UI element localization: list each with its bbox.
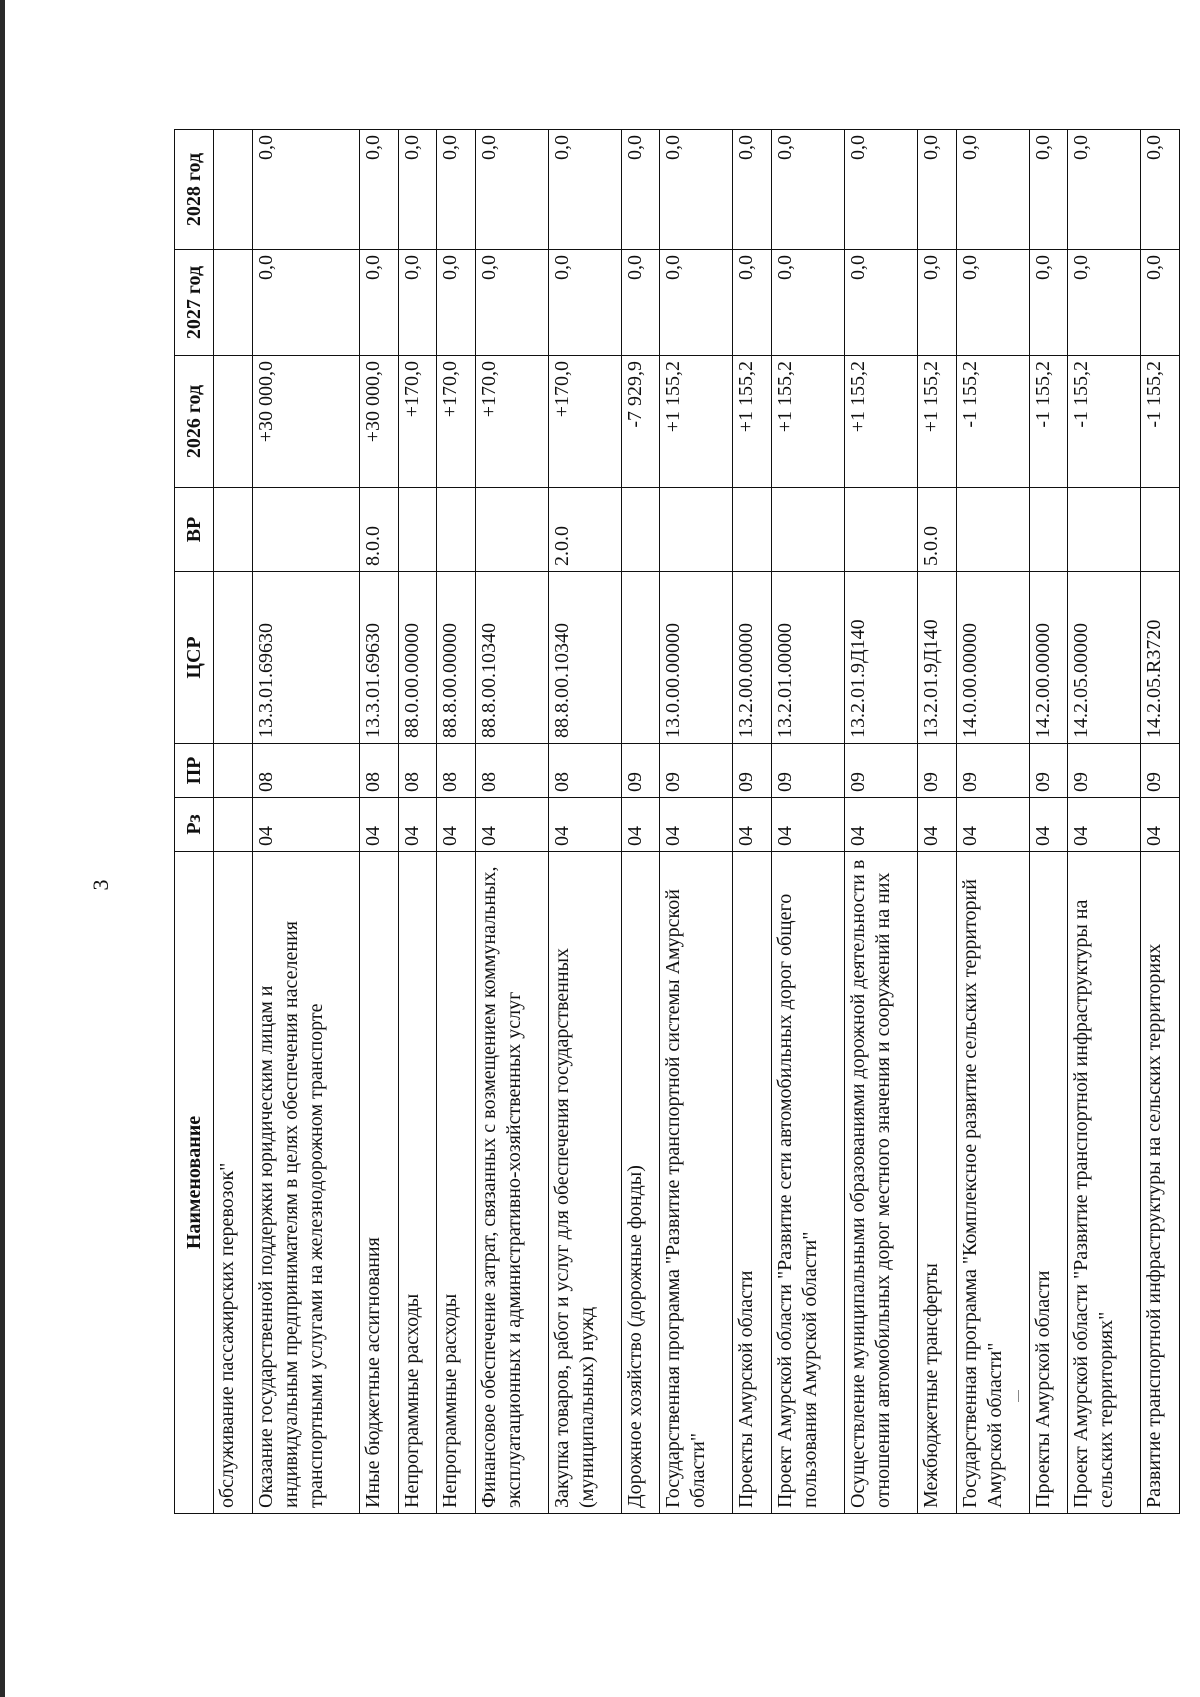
cell-name: Государственная программа "Комплексное развитие сельских территорий Амурской области" [956, 852, 1029, 1514]
cell-pr: 09 [845, 744, 918, 798]
cell-rz: 04 [918, 798, 957, 852]
cell-rz: 04 [252, 798, 359, 852]
cell-name: Государственная программа "Развитие транспортной системы Амурской области" [660, 852, 733, 1514]
cell-2026: +170,0 [437, 356, 476, 488]
cell-rz [214, 798, 253, 852]
cell-2028: 0,0 [918, 130, 957, 250]
table-row [845, 130, 918, 1514]
cell-pr: 09 [733, 744, 772, 798]
cell-2026: -1 155,2 [1029, 356, 1068, 488]
cell-vr [1029, 488, 1068, 572]
cell-vr: 2.0.0 [548, 488, 621, 572]
cell-2028: 0,0 [621, 130, 660, 250]
cell-2028: 0,0 [360, 130, 399, 250]
cell-2026: +170,0 [398, 356, 437, 488]
cell-csr: 88.8.00.10340 [475, 572, 548, 744]
cell-csr: 13.3.01.69630 [360, 572, 399, 744]
cell-rz: 04 [772, 798, 845, 852]
rotated-table-container [174, 130, 1180, 1514]
cell-rz: 04 [360, 798, 399, 852]
cell-2028: 0,0 [548, 130, 621, 250]
pen-mark [1018, 1390, 1023, 1402]
cell-pr: 08 [548, 744, 621, 798]
cell-name: Непрограммные расходы [437, 852, 476, 1514]
cell-pr: 09 [621, 744, 660, 798]
table-row [918, 130, 957, 1514]
cell-csr [214, 572, 253, 744]
cell-rz: 04 [1141, 798, 1180, 852]
cell-name: Проекты Амурской области [733, 852, 772, 1514]
cell-csr: 13.2.01.9Д140 [845, 572, 918, 744]
header-csr: ЦСР [175, 572, 214, 744]
table-row [956, 130, 1029, 1514]
cell-csr: 13.2.01.9Д140 [918, 572, 957, 744]
cell-2027 [214, 250, 253, 356]
header-rz: Рз [175, 798, 214, 852]
header-2026: 2026 год [175, 356, 214, 488]
cell-rz: 04 [1068, 798, 1141, 852]
table-row [437, 130, 476, 1514]
cell-2026: -1 155,2 [1141, 356, 1180, 488]
cell-name: Межбюджетные трансферты [918, 852, 957, 1514]
cell-2026: +1 155,2 [918, 356, 957, 488]
cell-pr [214, 744, 253, 798]
cell-2028: 0,0 [772, 130, 845, 250]
cell-name: Иные бюджетные ассигнования [360, 852, 399, 1514]
cell-csr: 14.2.05.00000 [1068, 572, 1141, 744]
header-2028: 2028 год [175, 130, 214, 250]
cell-pr: 09 [918, 744, 957, 798]
cell-name: Проект Амурской области "Развитие транспортной инфраструктуры на сельских территориях" [1068, 852, 1141, 1514]
table-row [475, 130, 548, 1514]
cell-2026 [214, 356, 253, 488]
cell-vr [621, 488, 660, 572]
cell-2026: -1 155,2 [956, 356, 1029, 488]
cell-pr: 09 [1068, 744, 1141, 798]
table-row [360, 130, 399, 1514]
cell-vr [252, 488, 359, 572]
cell-vr: 5.0.0 [918, 488, 957, 572]
cell-2027: 0,0 [772, 250, 845, 356]
cell-2027: 0,0 [398, 250, 437, 356]
cell-2027: 0,0 [437, 250, 476, 356]
cell-vr [733, 488, 772, 572]
cell-2028: 0,0 [956, 130, 1029, 250]
cell-2027: 0,0 [733, 250, 772, 356]
cell-name: Закупка товаров, работ и услуг для обеспечения государственных (муниципальных) нужд [548, 852, 621, 1514]
cell-pr: 09 [772, 744, 845, 798]
cell-2028: 0,0 [1029, 130, 1068, 250]
cell-2028: 0,0 [733, 130, 772, 250]
budget-table [174, 129, 1180, 1514]
table-row [548, 130, 621, 1514]
cell-2027: 0,0 [360, 250, 399, 356]
table-row [1068, 130, 1141, 1514]
cell-pr: 09 [660, 744, 733, 798]
cell-name: обслуживание пассажирских перевозок" [214, 852, 253, 1514]
cell-2027: 0,0 [956, 250, 1029, 356]
cell-vr [475, 488, 548, 572]
cell-rz: 04 [475, 798, 548, 852]
cell-2027: 0,0 [660, 250, 733, 356]
cell-2028: 0,0 [1068, 130, 1141, 250]
cell-vr [956, 488, 1029, 572]
cell-vr [437, 488, 476, 572]
cell-2027: 0,0 [252, 250, 359, 356]
cell-vr [772, 488, 845, 572]
cell-vr [398, 488, 437, 572]
cell-pr: 08 [360, 744, 399, 798]
cell-2027: 0,0 [1068, 250, 1141, 356]
cell-2028: 0,0 [660, 130, 733, 250]
cell-rz: 04 [398, 798, 437, 852]
cell-rz: 04 [733, 798, 772, 852]
cell-rz: 04 [437, 798, 476, 852]
cell-csr: 14.2.05.R3720 [1141, 572, 1180, 744]
cell-2028: 0,0 [252, 130, 359, 250]
table-header-row [175, 130, 214, 1514]
cell-rz: 04 [1029, 798, 1068, 852]
cell-name: Проект Амурской области "Развитие сети автомобильных дорог общего пользования Амурской области" [772, 852, 845, 1514]
table-row [733, 130, 772, 1514]
cell-pr: 08 [398, 744, 437, 798]
cell-2026: -1 155,2 [1068, 356, 1141, 488]
cell-vr: 8.0.0 [360, 488, 399, 572]
cell-2027: 0,0 [1029, 250, 1068, 356]
cell-rz: 04 [548, 798, 621, 852]
table-row [660, 130, 733, 1514]
cell-2026: +170,0 [548, 356, 621, 488]
cell-name: Оказание государственной поддержки юридическим лицам и индивидуальным предпринимателям в целях обеспечения населения транспортными услугами на железнодорожном транспорте [252, 852, 359, 1514]
cell-csr: 14.0.00.00000 [956, 572, 1029, 744]
cell-vr [214, 488, 253, 572]
table-body [214, 130, 1180, 1514]
cell-vr [1141, 488, 1180, 572]
cell-2026: +1 155,2 [772, 356, 845, 488]
cell-pr: 09 [1029, 744, 1068, 798]
cell-vr [660, 488, 733, 572]
cell-rz: 04 [621, 798, 660, 852]
cell-2027: 0,0 [621, 250, 660, 356]
cell-rz: 04 [660, 798, 733, 852]
cell-2026: +30 000,0 [360, 356, 399, 488]
cell-2026: +1 155,2 [845, 356, 918, 488]
cell-csr: 13.0.00.00000 [660, 572, 733, 744]
cell-pr: 08 [437, 744, 476, 798]
cell-rz: 04 [845, 798, 918, 852]
table-row [772, 130, 845, 1514]
cell-2027: 0,0 [1141, 250, 1180, 356]
table-row [1141, 130, 1180, 1514]
table-row [398, 130, 437, 1514]
cell-csr: 13.2.00.00000 [733, 572, 772, 744]
cell-2026: -7 929,9 [621, 356, 660, 488]
cell-pr: 09 [1141, 744, 1180, 798]
table-row [621, 130, 660, 1514]
cell-2027: 0,0 [845, 250, 918, 356]
cell-2028: 0,0 [475, 130, 548, 250]
cell-2026: +170,0 [475, 356, 548, 488]
cell-name: Финансовое обеспечение затрат, связанных с возмещением коммунальных, эксплуатационных и административно-хозяйственных услуг [475, 852, 548, 1514]
cell-2026: +30 000,0 [252, 356, 359, 488]
cell-2026: +1 155,2 [733, 356, 772, 488]
header-2027: 2027 год [175, 250, 214, 356]
cell-rz: 04 [956, 798, 1029, 852]
cell-pr: 08 [475, 744, 548, 798]
cell-name: Развитие транспортной инфраструктуры на сельских территориях [1141, 852, 1180, 1514]
cell-name: Проекты Амурской области [1029, 852, 1068, 1514]
table-row [1029, 130, 1068, 1514]
cell-2027: 0,0 [918, 250, 957, 356]
cell-csr: 88.0.00.00000 [398, 572, 437, 744]
cell-2027: 0,0 [548, 250, 621, 356]
cell-name: Дорожное хозяйство (дорожные фонды) [621, 852, 660, 1514]
header-vr: ВР [175, 488, 214, 572]
cell-2028: 0,0 [437, 130, 476, 250]
cell-name: Осуществление муниципальными образованиями дорожной деятельности в отношении автомобильных дорог местного значения и сооружений на них [845, 852, 918, 1514]
cell-2028 [214, 130, 253, 250]
cell-csr: 88.8.00.00000 [437, 572, 476, 744]
cell-vr [1068, 488, 1141, 572]
cell-csr: 14.2.00.00000 [1029, 572, 1068, 744]
cell-csr [621, 572, 660, 744]
cell-2026: +1 155,2 [660, 356, 733, 488]
cell-pr: 08 [252, 744, 359, 798]
cell-2028: 0,0 [1141, 130, 1180, 250]
header-pr: ПР [175, 744, 214, 798]
cell-pr: 09 [956, 744, 1029, 798]
cell-2027: 0,0 [475, 250, 548, 356]
table-row [214, 130, 253, 1514]
page-number: 3 [88, 879, 113, 891]
cell-csr: 13.3.01.69630 [252, 572, 359, 744]
cell-csr: 88.8.00.10340 [548, 572, 621, 744]
cell-csr: 13.2.01.00000 [772, 572, 845, 744]
binding-edge [0, 0, 5, 1697]
cell-name: Непрограммные расходы [398, 852, 437, 1514]
cell-2028: 0,0 [845, 130, 918, 250]
header-name: Наименование [175, 852, 214, 1514]
table-row [252, 130, 359, 1514]
cell-vr [845, 488, 918, 572]
cell-2028: 0,0 [398, 130, 437, 250]
